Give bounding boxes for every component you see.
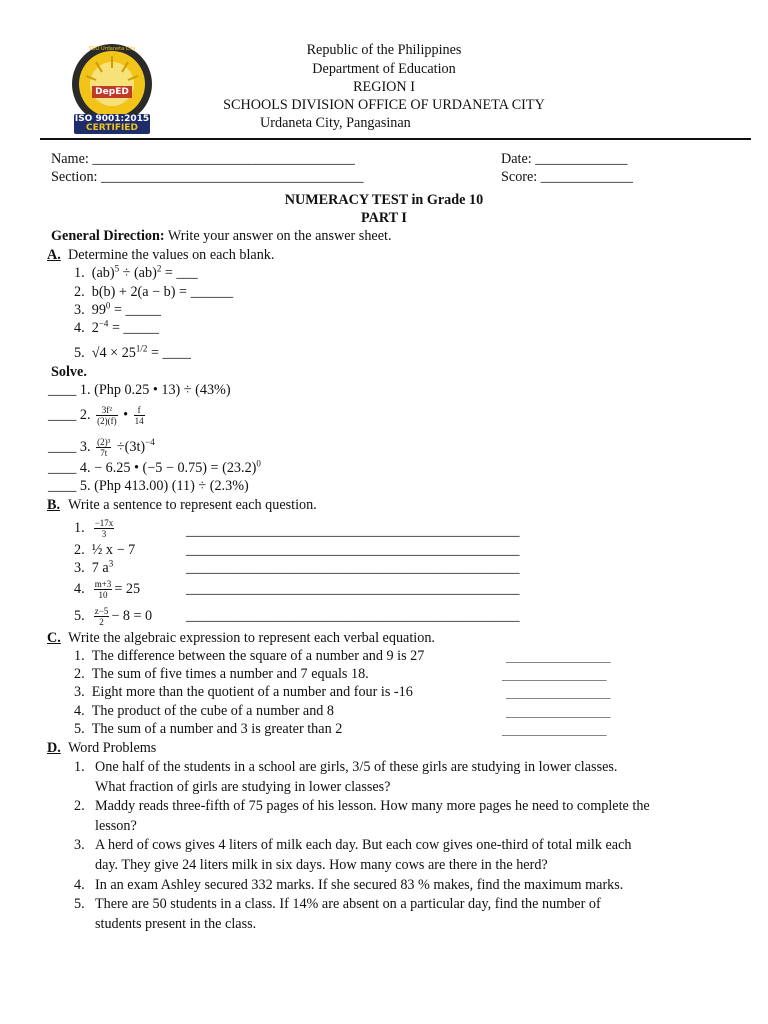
- expr-part: ÷ (ab): [119, 265, 157, 281]
- c-answer-line-5[interactable]: ___________________: [502, 725, 607, 737]
- answer-blank[interactable]: = _____: [108, 320, 159, 336]
- exponent: 0: [105, 300, 111, 311]
- d-item-2: [74, 797, 650, 834]
- section-a-instruction: Determine the values on each blank.: [68, 247, 275, 263]
- c-answer-line-4[interactable]: ___________________: [506, 707, 611, 719]
- answer-blank[interactable]: ____: [48, 406, 77, 423]
- name-field[interactable]: [51, 150, 355, 168]
- expr-part: ½ x − 7: [91, 542, 136, 558]
- b-item-1: [74, 518, 116, 539]
- name-blank[interactable]: _____________________________________: [92, 151, 355, 167]
- general-direction-text: Write your answer on the answer sheet.: [164, 228, 392, 244]
- date-blank[interactable]: _____________: [535, 151, 628, 167]
- item-text: Eight more than the quotient of a number and four is -16: [91, 684, 413, 700]
- fraction: $\frac{\text{(2)³}}{7t}$: [97, 437, 111, 458]
- header-divider: [40, 138, 751, 140]
- fraction: $\frac{z-5}{2}$: [94, 606, 109, 627]
- score-field[interactable]: [501, 168, 633, 186]
- section-blank[interactable]: _____________________________________: [101, 169, 364, 185]
- section-d-letter: D.: [47, 740, 61, 756]
- item-number: 1.: [74, 648, 85, 664]
- header-division: SCHOOLS DIVISION OFFICE OF URDANETA CITY: [223, 97, 545, 113]
- item-number: 4.: [79, 460, 91, 476]
- fraction: $\frac{m+3}{10}$: [94, 579, 112, 600]
- c-answer-line-2[interactable]: ___________________: [502, 670, 607, 682]
- expr-part: = 25: [114, 580, 141, 597]
- score-label: Score:: [501, 169, 538, 185]
- item-number: 1.: [74, 519, 85, 536]
- logo-ring-text: SDO Urdaneta City: [88, 46, 136, 52]
- test-title: NUMERACY TEST in Grade 10: [284, 192, 484, 208]
- item-number: 3.: [74, 837, 85, 853]
- section-field[interactable]: [51, 168, 364, 186]
- item-line: Maddy reads three-fifth of 75 pages of his lesson. How many more pages he need to complete the: [95, 798, 650, 814]
- b-item-5: [74, 606, 152, 627]
- item-number: 5.: [74, 896, 85, 912]
- expr-part: 99: [91, 302, 106, 318]
- dot-operator: •: [123, 406, 129, 423]
- solve-item-4: [48, 459, 261, 477]
- b-answer-line-2[interactable]: _______________________________________________: [186, 542, 520, 558]
- deped-logo: [66, 42, 158, 136]
- c-item-5: [74, 720, 342, 738]
- score-blank[interactable]: _____________: [540, 169, 634, 185]
- header-region: REGION I: [353, 79, 415, 95]
- item-number: 2.: [74, 284, 85, 300]
- exponent: 0: [256, 458, 261, 469]
- answer-blank[interactable]: ____: [48, 382, 77, 398]
- solve-item-3: [48, 437, 155, 458]
- a-item-5: [74, 344, 191, 362]
- b-answer-line-4[interactable]: _______________________________________________: [186, 581, 520, 597]
- section-b-letter: B.: [47, 497, 61, 513]
- item-number: 2.: [74, 666, 85, 682]
- answer-blank[interactable]: = ____: [147, 345, 191, 361]
- name-label: Name:: [51, 151, 89, 167]
- expr-part: 7 a: [91, 560, 109, 576]
- item-line: lesson?: [95, 818, 137, 834]
- section-c-letter: C.: [47, 630, 61, 646]
- item-text: The sum of a number and 3 is greater than 2: [91, 721, 343, 737]
- b-answer-line-1[interactable]: _______________________________________________: [186, 523, 520, 539]
- expr-part: b(b) + 2(a − b) = ______: [91, 284, 234, 300]
- a-item-3: [74, 301, 161, 319]
- c-item-1: [74, 647, 424, 665]
- item-number: 1.: [74, 759, 85, 775]
- d-item-3: [74, 836, 632, 873]
- d-item-5: [74, 895, 601, 932]
- solve-label: Solve.: [51, 364, 87, 380]
- answer-blank[interactable]: = ___: [161, 265, 198, 281]
- section-c-instruction: Write the algebraic expression to represent each verbal equation.: [68, 630, 435, 646]
- section-label: Section:: [51, 169, 98, 185]
- expr-part: − 6.25 • (−5 − 0.75) = (23.2): [94, 460, 257, 476]
- section-b-instruction: Write a sentence to represent each question.: [68, 497, 317, 513]
- item-number: 4.: [74, 703, 85, 719]
- d-item-4: [74, 876, 624, 894]
- header-city: Urdaneta City, Pangasinan: [260, 115, 411, 131]
- item-number: 1.: [79, 382, 91, 398]
- fraction: $\frac{\text{3f²}}{(2)(f)}$: [97, 405, 117, 426]
- exponent: 2: [156, 263, 162, 274]
- item-number: 5.: [74, 721, 85, 737]
- item-number: 4.: [74, 320, 85, 336]
- b-answer-line-3[interactable]: _______________________________________________: [186, 560, 520, 576]
- expr-part: (Php 413.00) (11) ÷ (2.3%): [94, 478, 249, 494]
- d-item-1: [74, 758, 618, 795]
- expr-part: (ab): [91, 265, 115, 281]
- section-a-letter: A.: [47, 247, 61, 263]
- answer-blank[interactable]: = _____: [110, 302, 161, 318]
- item-number: 5.: [74, 345, 85, 361]
- a-item-2: [74, 283, 233, 301]
- c-item-2: [74, 665, 369, 683]
- item-number: 4.: [74, 580, 85, 597]
- date-label: Date:: [501, 151, 532, 167]
- logo-brand: DepED: [95, 87, 129, 97]
- exponent: −4: [98, 318, 109, 329]
- c-item-4: [74, 702, 334, 720]
- c-answer-line-1[interactable]: ___________________: [506, 652, 611, 664]
- answer-blank[interactable]: ____: [48, 438, 77, 455]
- general-direction: [51, 227, 392, 245]
- expr-part: √4 × 25: [91, 345, 136, 361]
- item-line: A herd of cows gives 4 liters of milk each day. But each cow gives one-third of total milk each: [95, 837, 632, 853]
- logo-certified: CERTIFIED: [86, 123, 138, 133]
- item-line: students present in the class.: [95, 916, 257, 932]
- item-line: What fraction of girls are studying in lower classes?: [95, 779, 391, 795]
- section-d-instruction: Word Problems: [68, 740, 157, 756]
- item-number: 1.: [74, 265, 85, 281]
- expr-part: (Php 0.25 • 13) ÷ (43%): [94, 382, 231, 398]
- solve-item-1: [48, 381, 231, 399]
- item-number: 3.: [74, 684, 85, 700]
- expr-part: 2: [91, 320, 99, 336]
- item-line: There are 50 students in a class. If 14% are absent on a particular day, find the number of: [95, 896, 601, 912]
- item-number: 3.: [74, 560, 85, 576]
- item-number: 5.: [79, 478, 91, 494]
- date-field[interactable]: [501, 150, 628, 168]
- b-answer-line-5[interactable]: _______________________________________________: [186, 608, 520, 624]
- exponent: 3: [108, 558, 114, 569]
- fraction: $\frac{f}{14}$: [134, 405, 144, 426]
- item-number: 3.: [79, 438, 91, 455]
- item-text: The sum of five times a number and 7 equals 18.: [91, 666, 369, 682]
- item-number: 5.: [74, 607, 85, 624]
- answer-blank[interactable]: ____: [48, 478, 77, 494]
- item-line: In an exam Ashley secured 332 marks. If she secured 83 % makes, find the maximum marks.: [95, 877, 624, 893]
- item-number: 3.: [74, 302, 85, 318]
- a-item-4: [74, 319, 159, 337]
- item-line: One half of the students in a school are girls, 3/5 of these girls are studying in lower classes.: [95, 759, 618, 775]
- expr-part: ÷(3t): [116, 438, 146, 455]
- c-item-3: [74, 683, 413, 701]
- a-item-1: [74, 264, 198, 282]
- b-item-3: [74, 559, 113, 577]
- item-text: The product of the cube of a number and 8: [91, 703, 335, 719]
- b-item-2: [74, 541, 135, 559]
- item-number: 4.: [74, 877, 85, 893]
- header-republic: Republic of the Philippines: [306, 42, 462, 58]
- item-text: The difference between the square of a number and 9 is 27: [91, 648, 425, 664]
- solve-item-2: [48, 405, 147, 426]
- exponent: 1/2: [135, 343, 148, 354]
- expr-part: − 8 = 0: [111, 607, 153, 624]
- item-number: 2.: [79, 406, 91, 423]
- exponent: −4: [145, 437, 155, 448]
- answer-blank[interactable]: ____: [48, 460, 77, 476]
- header-deped: Department of Education: [312, 61, 456, 77]
- item-number: 2.: [74, 542, 85, 558]
- c-answer-line-3[interactable]: ___________________: [506, 688, 611, 700]
- item-line: day. They give 24 liters milk in six days. How many cows are there in the herd?: [95, 857, 548, 873]
- test-part: PART I: [361, 210, 407, 226]
- general-direction-label: General Direction:: [51, 228, 165, 244]
- fraction: $\frac{-17x}{3}$: [94, 518, 114, 539]
- item-number: 2.: [74, 798, 85, 814]
- b-item-4: [74, 579, 140, 600]
- exponent: 5: [114, 263, 120, 274]
- solve-item-5: [48, 477, 249, 495]
- logo-iso: ISO 9001:2015: [74, 114, 150, 124]
